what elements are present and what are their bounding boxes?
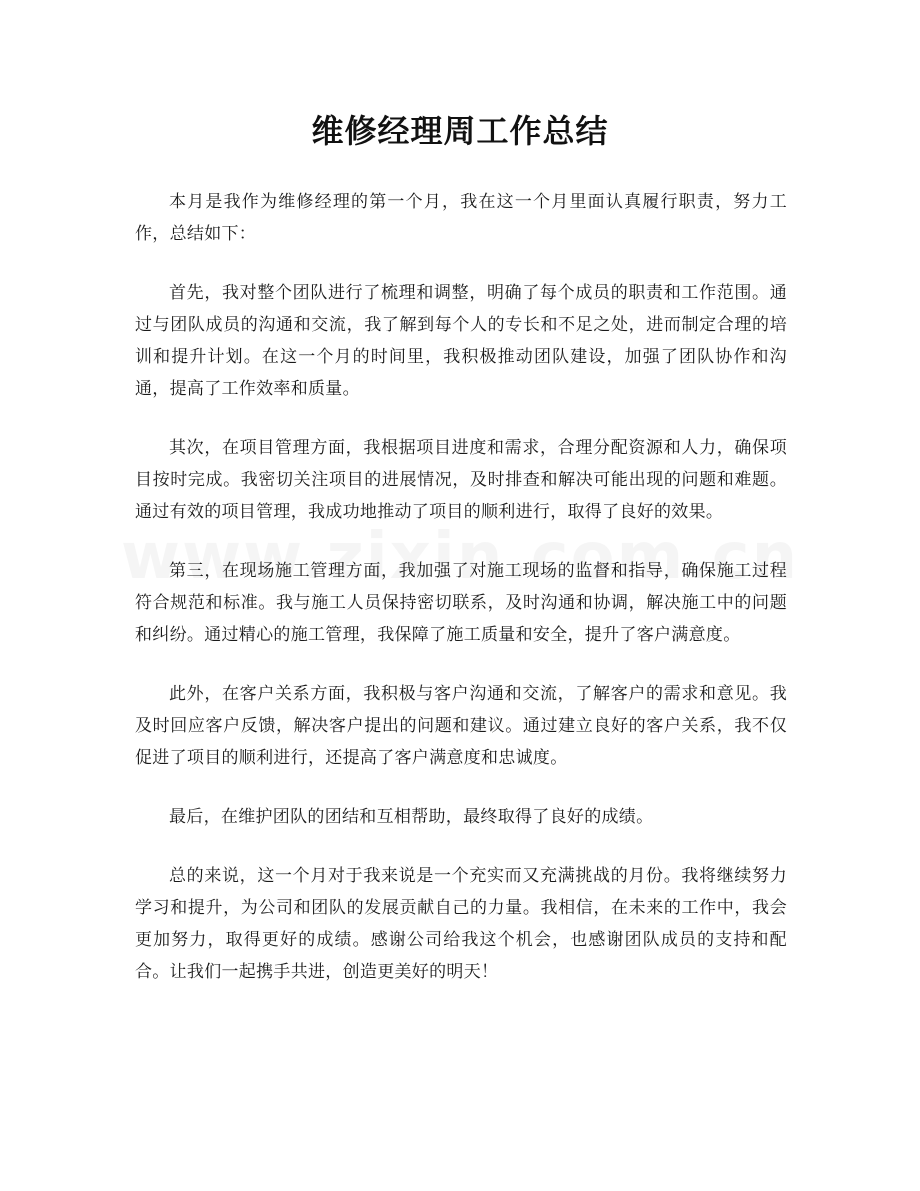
paragraph-site: 第三，在现场施工管理方面，我加强了对施工现场的监督和指导，确保施工过程符合规范和标准。我与施工人员保持密切联系，及时沟通和协调，解决施工中的问题和纠纷。通过精心的施工管理，我保障了施工质量和安全，提升了客户满意度。 (135, 561, 787, 645)
document-title: 维修经理周工作总结 (311, 112, 609, 150)
paragraph-finally: 最后，在维护团队的团结和互相帮助，最终取得了良好的成绩。 (169, 807, 654, 827)
paragraph-project: 其次，在项目管理方面，我根据项目进度和需求，合理分配资源和人力，确保项目按时完成。我密切关注项目的进展情况，及时排查和解决可能出现的问题和难题。通过有效的项目管理，我成功地推动了项目的顺利进行，取得了良好的效果。 (135, 438, 787, 522)
document-body (135, 186, 787, 1015)
paragraph-intro: 本月是我作为维修经理的第一个月，我在这一个月里面认真履行职责，努力工作，总结如下： (135, 192, 787, 244)
paragraph-customer: 此外，在客户关系方面，我积极与客户沟通和交流，了解客户的需求和意见。我及时回应客户反馈，解决客户提出的问题和建议。通过建立良好的客户关系，我不仅促进了项目的顺利进行，还提高了客户满意度和忠诚度。 (135, 684, 787, 768)
paragraph-team: 首先，我对整个团队进行了梳理和调整，明确了每个成员的职责和工作范围。通过与团队成员的沟通和交流，我了解到每个人的专长和不足之处，进而制定合理的培训和提升计划。在这一个月的时间里，我积极推动团队建设，加强了团队协作和沟通，提高了工作效率和质量。 (135, 283, 787, 399)
paragraph-conclusion: 总的来说，这一个月对于我来说是一个充实而又充满挑战的月份。我将继续努力学习和提升，为公司和团队的发展贡献自己的力量。我相信，在未来的工作中，我会更加努力，取得更好的成绩。感谢公司给我这个机会，也感谢团队成员的支持和配合。让我们一起携手共进，创造更美好的明天！ (135, 866, 787, 982)
